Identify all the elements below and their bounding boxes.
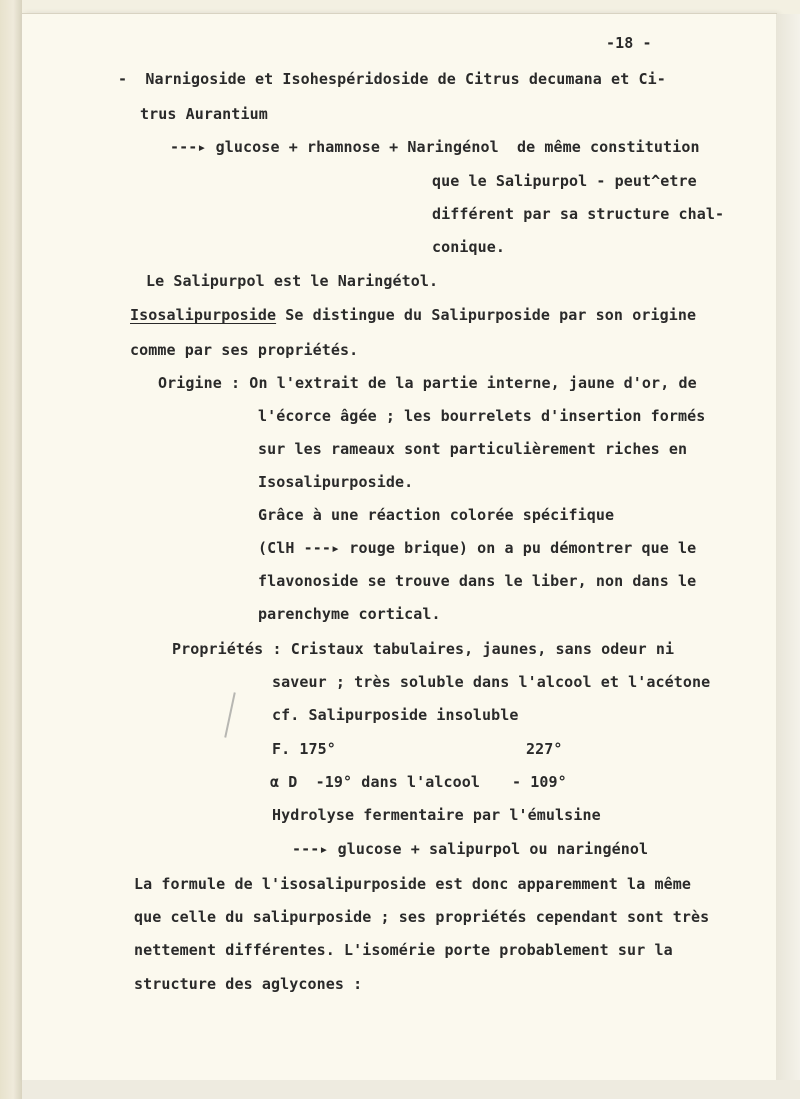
rotation-label: α D -19° dans l'alcool — [270, 773, 481, 791]
text-line-1: - Narnigoside et Isohespéridoside de Citrus decumana et Ci- — [118, 70, 666, 88]
text-line-25: La formule de l'isosalipurposide est donc apparemment la même — [134, 875, 691, 893]
text-line-26: que celle du salipurposide ; ses propriétés cependant sont très — [134, 908, 710, 926]
text-line-19: saveur ; très soluble dans l'alcool et l'acétone — [272, 673, 711, 691]
page-edge-bottom — [22, 1080, 800, 1099]
text-line-8-rest: Se distingue du Salipurposide par son origine — [276, 306, 697, 324]
text-line-2: trus Aurantium — [140, 105, 268, 123]
melting-point-value: 227° — [526, 740, 563, 758]
section-heading-isosalipurposide: Isosalipurposide — [130, 306, 277, 324]
text-line-13: Isosalipurposide. — [258, 473, 414, 491]
text-line-9: comme par ses propriétés. — [130, 341, 359, 359]
binding-spine — [0, 0, 22, 1099]
text-line-6: conique. — [432, 238, 506, 256]
text-line-16: flavonoside se trouve dans le liber, non dans le — [258, 572, 697, 590]
text-line-23: Hydrolyse fermentaire par l'émulsine — [272, 806, 601, 824]
text-line-4: que le Salipurpol - peut^etre — [432, 172, 697, 190]
text-line-7: Le Salipurpol est le Naringétol. — [146, 272, 439, 290]
text-line-14: Grâce à une réaction colorée spécifique — [258, 506, 615, 524]
melting-point-label: F. 175° — [272, 740, 336, 758]
text-line-5: différent par sa structure chal- — [432, 205, 725, 223]
text-line-11: l'écorce âgée ; les bourrelets d'insertion formés — [258, 407, 706, 425]
text-line-12: sur les rameaux sont particulièrement riches en — [258, 440, 688, 458]
page-number: -18 - — [606, 34, 652, 52]
rotation-value: - 109° — [512, 773, 567, 791]
page-edge-right — [776, 14, 800, 1080]
text-line-17: parenchyme cortical. — [258, 605, 441, 623]
text-line-8 — [130, 306, 696, 324]
text-line-20: cf. Salipurposide insoluble — [272, 706, 519, 724]
text-line-3: ---▸ glucose + rhamnose + Naringénol de même constitution — [170, 138, 700, 156]
text-line-27: nettement différentes. L'isomérie porte probablement sur la — [134, 941, 673, 959]
text-line-15: (ClH ---▸ rouge brique) on a pu démontrer que le — [258, 539, 697, 557]
text-line-28: structure des aglycones : — [134, 975, 363, 993]
text-line-24: ---▸ glucose + salipurpol ou naringénol — [292, 840, 649, 858]
text-line-10: Origine : On l'extrait de la partie interne, jaune d'or, de — [158, 374, 697, 392]
text-line-18: Propriétés : Cristaux tabulaires, jaunes, sans odeur ni — [172, 640, 675, 658]
